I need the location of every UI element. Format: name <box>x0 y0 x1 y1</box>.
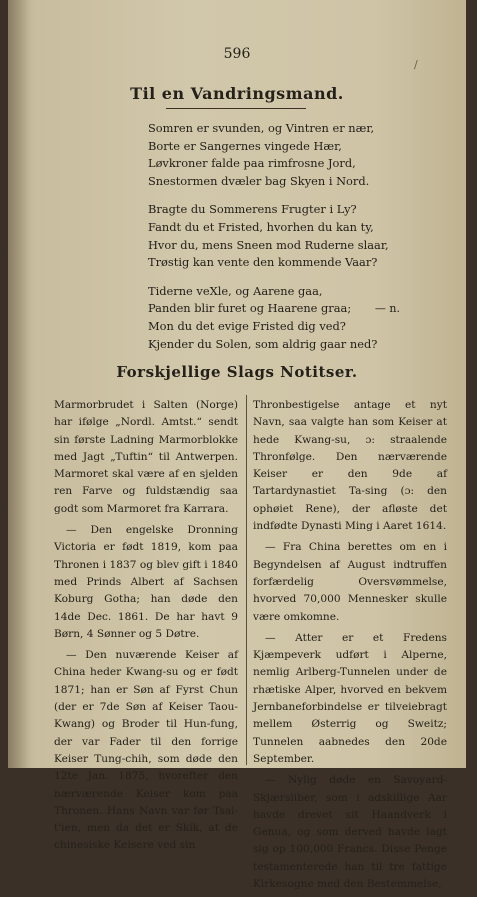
notice-paragraph: — Atter er et Fredens Kjæmpeverk udført i Alperne, nemlig Arlberg-Tunnelen under de rhætiske Alper, hvorved en bekvem Jernbaneforbindelse er tilveiebragt mellem Østerrig og Sweitz; Tunnelen aabnedes den 20de September. <box>253 631 447 765</box>
poem-stanza <box>148 201 448 271</box>
notice-paragraph: — Fra China berettes om en i Begyndelsen af August indtruffen forfærdelig Oversvømmelse, hvorved 70,000 Mennesker skulle være omkomne. <box>253 541 447 623</box>
section-title: Forskjellige Slags Notitser. <box>116 363 358 381</box>
poem-line: Trøstig kan vente den kommende Vaar? <box>148 255 378 270</box>
page-number: 596 <box>223 46 251 62</box>
book-page <box>8 0 466 891</box>
poem-line: Bragte du Sommerens Frugter i Ly? <box>148 202 357 217</box>
notice-paragraph: Marmorbrudet i Salten (Norge) har ifølge „Nordl. Amtst.“ sendt sin første Ladning Marmorblokke med Jagt „Tuftin“ til Antwerpen. Marmoret skal være af en sjelden ren Farve og fuldstændig saa godt som Marmoret fra Karrara. <box>54 399 238 515</box>
notice-paragraph: — Den engelske Dronning Victoria er født 1819, kom paa Thronen i 1837 og blev gift i 1840 med Prinds Albert af Sachsen Koburg Gotha; han døde den 14de Dec. 1861. De har havt 9 Børn, 4 Sønner og 5 Døtre. <box>54 524 238 640</box>
column-divider <box>246 395 247 765</box>
right-column <box>253 397 447 897</box>
poem-line: Panden blir furet og Haarene graa; <box>148 301 352 316</box>
poem-body <box>148 120 448 364</box>
page-spine-shadow <box>8 0 30 768</box>
corner-mark: / <box>414 58 418 71</box>
poem-line: Borte er Sangernes vingede Hær, <box>148 138 342 153</box>
poem-stanza <box>148 120 448 190</box>
notice-paragraph: — Den nuværende Keiser af China heder Kwang-su og er født 1871; han er Søn af Fyrst Chun (der er 7de Søn af Keiser Taou-Kwang) og Broder til Hun-fung, der var Fader til den forrige Keiser Tung-chih, som døde den 12te Jan. 1875, hvorefter den nærværende Keiser kom paa Thronen. Hans Navn var før Tsai-t'ien, men da det er Skik, at de chinesiske Keisere ved sin <box>54 649 238 852</box>
poem-line: Løvkroner falde paa rimfrosne Jord, <box>148 156 356 171</box>
poem-stanza <box>148 283 448 353</box>
poem-line: Fandt du et Fristed, hvorhen du kan ty, <box>148 219 374 234</box>
left-column <box>54 397 238 859</box>
title-rule <box>166 108 306 109</box>
notice-paragraph: — Nylig døde en Savoyard-Skjærsliber, som i adskillige Aar havde drevet sit Haandverk i Genua, og som derved havde lagt sig op 100,000 Francs. Disse Penge testamenterede han til tre fattige Kirkesogne med den Bestemmelse, <box>253 774 447 891</box>
poem-line: Kjender du Solen, som aldrig gaar ned? <box>148 336 378 351</box>
poem-line: Mon du det evige Fristed dig ved? <box>148 318 346 333</box>
poem-line: Hvor du, mens Sneen mod Ruderne slaar, <box>148 237 389 252</box>
notice-paragraph: Thronbestigelse antage et nyt Navn, saa valgte han som Keiser at hede Kwang-su, ɔ: straalende Thronfølge. Den nærværende Keiser er den 9de af Tartardynastiet Ta-sing (ɔ: den ophøiet Rene), der afløste det indfødte Dynasti Ming i Aaret 1614. <box>253 399 447 533</box>
poem-line: Snestormen dvæler bag Skyen i Nord. <box>148 173 370 188</box>
poem-line: Somren er svunden, og Vintren er nær, <box>148 121 375 135</box>
poem-title: Til en Vandringsmand. <box>130 84 344 103</box>
poem-line: Tiderne veXle, og Aarene gaa, <box>148 283 323 298</box>
poem-signature: — n. <box>374 302 400 315</box>
